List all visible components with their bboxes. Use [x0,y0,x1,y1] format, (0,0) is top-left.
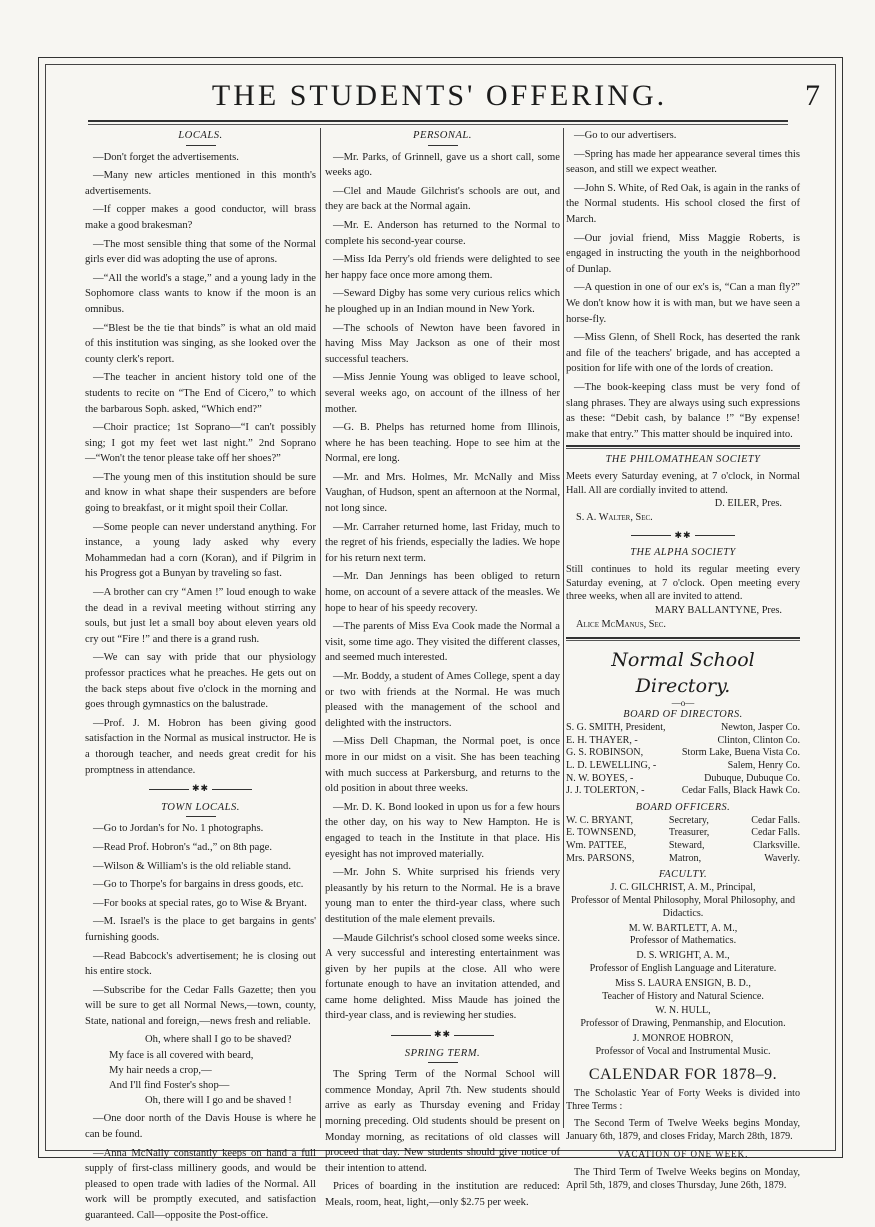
column-divider [563,128,564,1128]
board-place: Clinton, Clinton Co. [717,734,800,746]
town-locals-item: —Go to Jordan's for No. 1 photographs. [93,823,264,835]
spring-term-paragraph: The Spring Term of the Normal School will commence Monday, April 7th. New students should arrive as early as Thursday evening and Friday morning preceding. Old students should be present on Monday morning, as recitations of old classes will proceed that day. New students should give notice of their intention to attend. [325,1069,560,1174]
officer-role: Treasurer, [668,827,710,839]
board-row [566,735,800,748]
masthead-rule-thin [88,124,788,125]
officer-name: E. TOWNSEND, [566,827,637,839]
calendar-paragraph: The Scholastic Year of Forty Weeks is divided into Three Terms : [566,1088,800,1112]
personal-item: —Mr. D. K. Bond looked in upon us for a few hours the other day, on his way to New Hampton. He is engaged to teach in the Institute in that place. His eyesight has not improved materially. [325,801,560,860]
column-divider [320,128,321,1128]
officer-place: Clarksville. [753,839,800,851]
alpha-text: Still continues to hold its regular meeting every Saturday evening, at 7 o'clock. Open meeting every three weeks, when all are invited to attend. [566,564,800,603]
faculty-name: W. N. HULL, [655,1005,711,1017]
board-row [566,722,800,735]
locals-item: —Many new articles mentioned in this month's advertisements. [85,170,316,197]
personal-item: —Mr. John S. White surprised his friends very pleasantly by his return to the Normal. He is a brave young man to enter the third-year class, where such destitution of the male element prevails. [325,867,560,925]
philomathean-text: Meets every Saturday evening, at 7 o'clock, in Normal Hall. All are cordially invited to attend. [566,471,800,496]
faculty-name: J. C. GILCHRIST, A. M., Principal, [610,882,756,894]
philomathean-president: D. EILER, Pres. [714,498,782,510]
officer-name: W. C. BRYANT, [566,814,634,826]
spring-term-paragraph: Prices of boarding in the institution are reduced: Meals, room, heat, light,—only $2.75 per week. [325,1181,560,1208]
board-name: L. D. LEWELLING, - [566,760,657,771]
faculty-title: Professor of Mental Philosophy, Moral Philosophy, and Didactics. [570,894,796,919]
misc-item: —Go to our advertisers. [574,130,677,141]
misc-item: —A question in one of our ex's is, “Can a man fly?” We don't know how it is with man, but we have seen a horse-fly. [566,282,800,325]
personal-item: —Mr. Parks, of Grinnell, gave us a short call, some weeks ago. [325,151,560,179]
board-name: S. G. SMITH, President, [566,722,666,734]
locals-item: —“Blest be the tie that binds” is what an old maid of this institution was singing, as she looked over the county clerk's report. [85,322,316,365]
personal-item: —Mr. Carraher returned home, last Friday, much to the regret of his friends, especially the ladies. We hope for his return next term. [325,521,560,564]
town-locals-item: —Read Babcock's advertisement; he is closing out his entire stock. [85,950,316,978]
faculty-name: D. S. WRIGHT, A. M., [636,950,730,962]
town-locals-item: —Read Prof. Hobron's “ad.,” on 8th page. [93,841,273,853]
alpha-president: MARY BALLANTYNE, Pres. [654,605,782,617]
town-locals-item: —One door north of the Davis House is where he can be found. [85,1113,316,1141]
philomathean-society [566,453,800,524]
misc-item: —Our jovial friend, Miss Maggie Roberts, is engaged in instructing the youth in the neighborhood of Dunlap. [566,232,800,275]
heading-divider [186,145,216,146]
misc-item: —Miss Glenn, of Shell Rock, has deserted the rank and file of the teachers' brigade, and has accepted a position for life with one of the lords of creation. [566,332,800,375]
personal-item: —Maude Gilchrist's school closed some weeks since. A very successful and interesting entertainment was given by her pupils at the close. All who were fortunate enough to have an invitation attended, and came home delighted. Miss Maude has joined the third-year class, and is reviewing her studies. [325,932,560,1022]
personal-item: —The parents of Miss Eva Cook made the Normal a visit, some time ago. They visited the different classes, and seemed much interested. [325,621,560,664]
calendar-paragraph: The Third Term of Twelve Weeks begins on Monday, April 5th, 1879, and closes Thursday, June 26th, 1879. [566,1166,800,1191]
town-locals-item: —Anna McNally constantly keeps on hand a full supply of first-class millinery goods, and would be pleased to open trade with ladies of the Normal. All work will be promptly executed, and satisfaction guaranteed. Call—opposite the Post-office. [85,1147,316,1222]
personal-item: —Seward Digby has some very curious relics which he ploughed up in an Indian mound in New York. [325,288,560,315]
locals-item: —Choir practice; 1st Soprano—“I can't possibly sing; I got my feet wet last night.” 2nd Soprano—“Won't the tenor please take off her shoes?” [85,422,316,465]
philomathean-heading: THE PHILOMATHEAN SOCIETY [605,454,761,466]
heading-divider [186,816,216,817]
faculty-name: Miss S. LAURA ENSIGN, B. D., [615,977,751,989]
vacation-note: VACATION OF ONE WEEK. [617,1149,749,1160]
board-place: Salem, Henry Co. [727,760,800,771]
spring-term-heading: SPRING TERM. [404,1047,481,1059]
faculty-name: J. MONROE HOBRON, [632,1032,734,1044]
personal-item: —Mr. Dan Jennings has been obliged to return home, on account of a severe attack of the measles. We hope to hear of his speedy recovery. [325,571,560,614]
philomathean-secretary: S. A. Walter, Sec. [576,512,653,524]
faculty-name: M. W. BARTLETT, A. M., [628,922,738,934]
board-row [566,760,800,773]
personal-item: —Clel and Maude Gilchrist's schools are out, and they are back at the Normal again. [325,185,560,213]
board-name: G. S. ROBINSON, [566,747,644,759]
locals-item: —If copper makes a good conductor, will brass make a good brakesman? [85,204,316,231]
personal-heading: PERSONAL. [413,130,472,141]
faculty-heading: FACULTY. [658,869,708,881]
town-locals-item: —M. Israel's is the place to get bargains in gents' furnishing goods. [85,916,316,943]
town-locals-heading: TOWN LOCALS. [161,801,240,813]
heading-divider [428,145,458,146]
locals-item: —Don't forget the advertisements. [93,151,239,163]
personal-item: —Mr. E. Anderson has returned to the Normal to complete his second-year course. [325,219,560,247]
board-place: Dubuque, Dubuque Co. [704,772,800,784]
poem-line: And I'll find Foster's shop— [109,1080,230,1092]
directory-title: Normal School Directory. [611,649,755,698]
section-rule [566,637,800,639]
personal-item: —Mr. and Mrs. Holmes, Mr. McNally and Miss Vaughan, of Hudson, spent an afternoon at the Normal, not long since. [325,471,560,515]
directory-ornament: —o— [671,698,695,709]
locals-item: —The young men of this institution should be sure and know in what shape their suspenders are before going to breakfast, or it might spoil their Collar. [85,471,316,515]
board-table [566,722,800,798]
poem-line: Oh, there will I go and be shaved ! [145,1095,292,1107]
officer-place: Cedar Falls. [751,827,800,839]
personal-item: —Miss Jennie Young was obliged to leave school, several weeks ago, on account of the illness of her mother. [325,372,560,415]
officer-role: Steward, [668,839,705,851]
faculty-title: Professor of English Language and Literature. [589,962,777,974]
board-name: E. H. THAYER, - [566,734,638,746]
page-number: 7 [805,79,820,112]
locals-item: —We can say with pride that our physiology professor practices what he preaches. He gets out on the back steps about five o'clock in the morning and goes through gymnastics on the balustrade. [85,652,316,711]
section-rule-thin [566,640,800,641]
section-rule [566,445,800,447]
officers-heading: BOARD OFFICERS. [635,801,731,813]
faculty-title: Professor of Vocal and Instrumental Music. [595,1045,771,1057]
board-place: Cedar Falls, Black Hawk Co. [681,785,800,797]
masthead-rule [88,120,788,122]
officer-row [566,853,800,866]
poem-line: My face is all covered with beard, [109,1049,254,1061]
heading-divider [428,1062,458,1063]
misc-item: —John S. White, of Red Oak, is again in the ranks of the Normal students. His school closed the first of March. [566,182,800,225]
locals-item: —The teacher in ancient history told one of the students to recite on “The End of Cicero,” to which the barbarous Soph. asked, “Which end?” [85,372,316,415]
calendar-paragraph: The Second Term of Twelve Weeks begins Monday, January 6th, 1879, and closes Friday, March 28th, 1879. [566,1117,800,1142]
personal-item: —Miss Dell Chapman, the Normal poet, is once more in our midst on a visit. She has been teaching with much success at Parkersburg, and returns to the old position in about three weeks. [325,736,560,795]
misc-item: —The book-keeping class must be very fond of slang phrases. They are always using such expressions as these: “Debit cash, by balance !” “By expense! make that entry.” This matter should be inquired into. [566,381,800,440]
board-place: Storm Lake, Buena Vista Co. [681,747,800,759]
locals-item: —The most sensible thing that some of the Normal girls ever did was adopting the use of aprons. [85,238,316,266]
officers-table [566,815,800,865]
officer-name: Wm. PATTEE, [566,839,627,851]
board-heading: BOARD OF DIRECTORS. [623,709,743,721]
board-row [566,747,800,760]
officer-place: Cedar Falls. [751,814,800,826]
officer-row [566,840,800,853]
town-locals-item: —Subscribe for the Cedar Falls Gazette; then you will be sure to get all Normal News,—town, county, State, national and foreign,—news fresh and reliable. [85,984,316,1027]
column-1 [85,128,316,1227]
poem-line: My hair needs a crop,— [109,1064,212,1076]
officer-role: Secretary, [668,814,709,826]
board-row [566,785,800,798]
section-ornament: ✱✱ [85,781,316,797]
faculty-title: Professor of Mathematics. [629,935,737,947]
personal-item: —Mr. Boddy, a student of Ames College, spent a day or two with friends at the Normal. He was much pleased with the management of the school and delighted with the instructors. [325,671,560,729]
personal-item: —Miss Ida Perry's old friends were delighted to see her happy face once more among them. [325,254,560,281]
column-3 [566,128,800,1196]
locals-item: —“All the world's a stage,” and a young lady in the Sophomore class wants to know if the moon is an omnibus. [85,272,316,315]
faculty-title: Professor of Drawing, Penmanship, and Elocution. [580,1018,786,1030]
calendar-heading: CALENDAR FOR 1878–9. [588,1065,778,1083]
masthead [45,76,834,120]
alpha-secretary: Alice McManus, Sec. [576,618,666,630]
poem-line: Oh, where shall I go to be shaved? [145,1034,292,1046]
town-locals-item: —Go to Thorpe's for bargains in dress goods, etc. [93,879,304,891]
officer-place: Waverly. [764,852,800,864]
personal-item: —G. B. Phelps has returned home from Illinois, where he has been teaching. Hope to see him at the Normal, ere long. [325,422,560,465]
locals-item: —A brother can cry “Amen !” loud enough to wake the dead in a revival meeting without stirring any souls, but just let a small boy about eleven years old cry out “Fire !” and there is a grand rush. [85,587,316,645]
town-locals-item: —For books at special rates, go to Wise & Bryant. [93,897,307,909]
board-name: J. J. TOLERTON, - [566,785,645,797]
poem [109,1032,316,1108]
section-ornament: ✱✱ [566,528,800,544]
officer-name: Mrs. PARSONS, [566,852,635,864]
locals-item: —Some people can never understand anything. For instance, a young lady asked why every Mohammedan had a corn (Koran), and if Pilgrim in his Progress got a Bunyan by traveling so fast. [85,521,316,580]
board-row [566,773,800,786]
officer-row [566,815,800,828]
section-rule-thin [566,448,800,449]
column-2 [325,128,560,1214]
section-ornament: ✱✱ [325,1027,560,1043]
misc-item: —Spring has made her appearance several times this season, and still we expect weather. [566,148,800,176]
newspaper-title: THE STUDENTS' OFFERING. [211,79,668,112]
personal-item: —The schools of Newton have been favored in having Miss May Jackson as one of their most successful teachers. [325,322,560,365]
locals-item: —Prof. J. M. Hobron has been giving good satisfaction in the Normal as musical instructor. He is a thorough teacher, and needs great credit for his promptness in attendance. [85,717,316,776]
board-place: Newton, Jasper Co. [720,722,800,734]
officer-row [566,827,800,840]
alpha-society [566,546,800,631]
alpha-heading: THE ALPHA SOCIETY [630,547,736,559]
officer-role: Matron, [668,852,702,864]
town-locals-item: —Wilson & William's is the old reliable stand. [93,860,291,872]
board-name: N. W. BOYES, - [566,772,634,784]
locals-heading: LOCALS. [178,130,223,141]
faculty-title: Teacher of History and Natural Science. [602,990,764,1002]
